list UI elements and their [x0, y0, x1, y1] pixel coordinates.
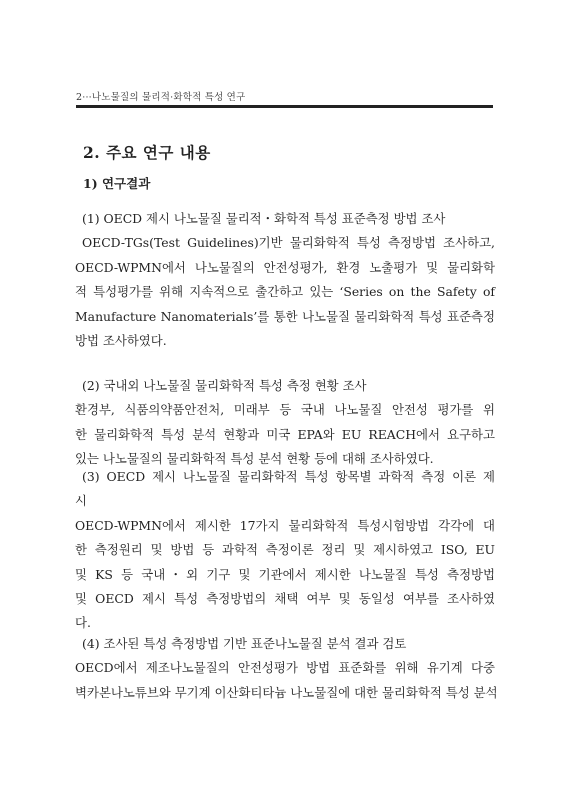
paragraph-line: 한 측정원리 및 방법 등 과학적 측정이론 정리 및 제시하였고 ISO, EU: [75, 542, 495, 558]
paragraph-line: OECD-TGs(Test Guidelines)기반 물리화학적 특성 측정방법 조사하고,: [82, 235, 495, 251]
item-3: [75, 465, 495, 636]
running-header: 2···나노물질의 물리적·화학적 특성 연구: [76, 92, 246, 103]
paragraph-line: 다.: [75, 615, 91, 631]
paragraph-line: 벽카본나노튜브와 무기계 이산화티타늄 나노물질에 대한 물리화학적 특성 분석: [75, 684, 498, 700]
section-heading: 2. 주요 연구 내용: [83, 143, 211, 162]
paragraph-line: 있는 나노물질의 물리화학적 특성 분석 현황 등에 대해 조사하였다.: [75, 451, 434, 467]
paragraph-line: 적 특성평가를 위해 지속적으로 출간하고 있는 ‘Series on the Safety of: [75, 284, 495, 300]
item-1: [75, 207, 495, 353]
item-2-title: (2) 국내외 나노물질 물리화학적 특성 측정 현황 조사: [82, 378, 367, 393]
paragraph-line: 환경부, 식품의약품안전처, 미래부 등 국내 나노물질 안전성 평가를 위: [75, 402, 495, 418]
item-1-title: (1) OECD 제시 나노물질 물리적・화학적 특성 표준측정 방법 조사: [82, 211, 446, 226]
paragraph-line: Manufacture Nanomaterials’를 통한 나노물질 물리화학적 특성 표준측정: [75, 308, 495, 324]
item-2: [75, 374, 495, 472]
item-4-title: (4) 조사된 특성 측정방법 기반 표준나노물질 분석 결과 검토: [82, 636, 407, 651]
paragraph-line: 방법 조사하였다.: [75, 332, 167, 348]
item-3-title-cont: 시: [75, 493, 87, 509]
paragraph-line: OECD에서 제조나노물질의 안전성평가 방법 표준화를 위해 유기계 다중: [75, 660, 495, 676]
paragraph-line: OECD-WPMN에서 나노물질의 안전성평가, 환경 노출평가 및 물리화학: [75, 259, 495, 275]
item-4: [75, 632, 498, 705]
paragraph-line: 및 KS 등 국내・외 기구 및 기관에서 제시한 나노물질 특성 측정방법: [75, 566, 495, 582]
paragraph-line: OECD-WPMN에서 제시한 17가지 물리화학적 특성시험방법 각각에 대: [75, 517, 495, 533]
header-rule: [76, 105, 493, 108]
paragraph-line: 한 물리화학적 특성 분석 현황과 미국 EPA와 EU REACH에서 요구하고: [75, 426, 495, 442]
item-3-title: (3) OECD 제시 나노물질 물리화학적 특성 항목별 과학적 측정 이론 제: [82, 469, 495, 484]
paragraph-line: 및 OECD 제시 특성 측정방법의 채택 여부 및 동일성 여부를 조사하였: [75, 590, 495, 606]
subheading: 1) 연구결과: [83, 176, 151, 191]
